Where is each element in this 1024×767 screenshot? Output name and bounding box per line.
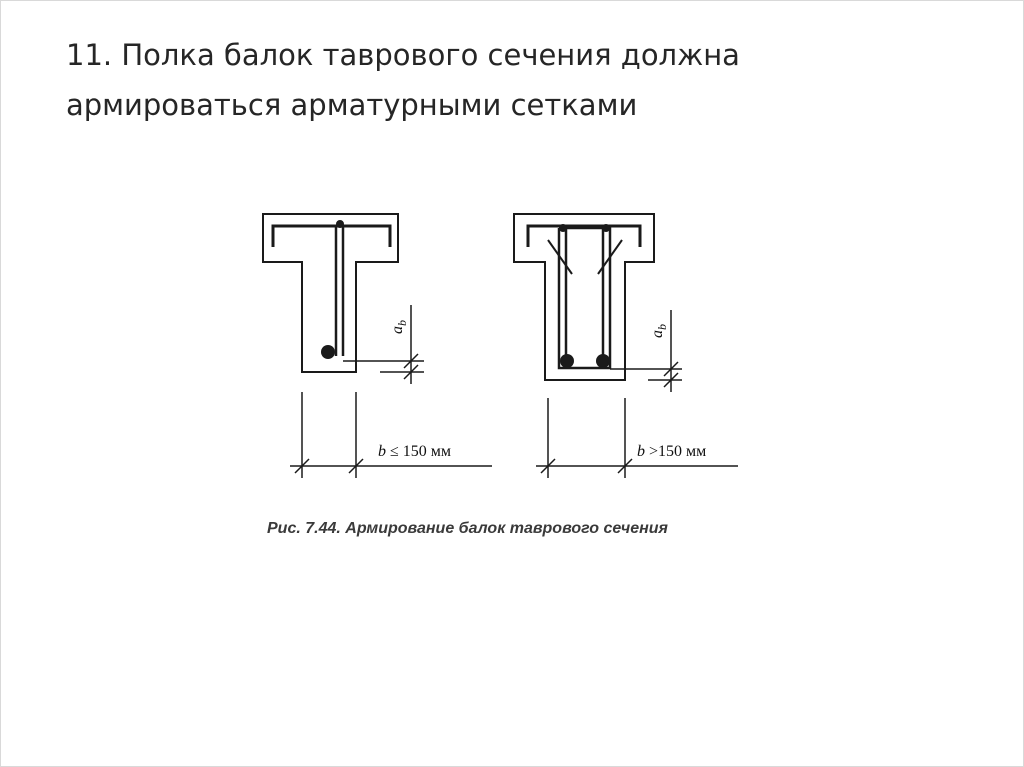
right-beam-bottom-bar-left: [560, 354, 574, 368]
figure-caption: Рис. 7.44. Армирование балок таврового сечения: [267, 520, 668, 537]
right-beam-outline: [514, 214, 654, 380]
left-beam-stirrup: [336, 226, 343, 356]
left-beam-flange-mesh: [273, 226, 390, 247]
left-beam: [263, 214, 492, 478]
right-beam-top-bar-left: [560, 225, 566, 231]
right-beam-top-bar-right: [603, 225, 609, 231]
right-beam-stirrup: [559, 228, 610, 368]
right-cover-label: $a_b$: [649, 324, 669, 338]
left-beam-top-bar: [337, 221, 343, 227]
left-cover-label: $a_b$: [389, 320, 409, 334]
left-beam-bottom-bar: [321, 345, 335, 359]
right-width-label: b >150 мм: [637, 443, 707, 460]
right-beam: [514, 214, 738, 478]
left-width-label: b ≤ 150 мм: [378, 443, 452, 460]
title-line-1: 11. Полка балок таврового сечения должна: [66, 38, 740, 72]
right-beam-bottom-bar-right: [596, 354, 610, 368]
title-line-2: армироваться арматурными сетками: [66, 88, 638, 122]
